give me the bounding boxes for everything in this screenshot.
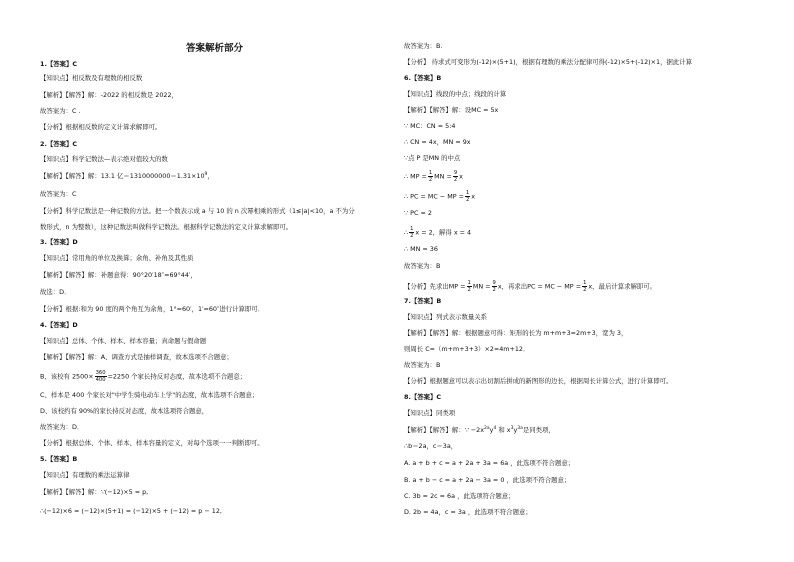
page-title: 答案解析部分 bbox=[186, 43, 244, 54]
solution-3: 【解析】【解答】解：补题意得：90°20′18″=69°44′， bbox=[40, 271, 197, 279]
fraction: $\frac{360}{400}$ bbox=[95, 370, 106, 383]
solution-6h: ∴ $\frac{1}{2}$ x = 2，解得 x = 4 bbox=[404, 226, 472, 239]
answer-7: 7.【答案】B bbox=[404, 297, 442, 305]
answer-4: 4.【答案】D bbox=[40, 321, 78, 329]
final-1: 故答案为：C . bbox=[40, 107, 81, 115]
answer-8: 8.【答案】C bbox=[404, 393, 442, 401]
solution-6b: ∵ MC：CN = 5:4 bbox=[404, 122, 456, 130]
answer-5: 5.【答案】B bbox=[40, 455, 78, 463]
option-b: B. a + b − c = a + 2a − 3a = 0 ，此选项不符合题意； bbox=[404, 476, 571, 484]
knowledge-8: 【知识点】同类项 bbox=[404, 409, 456, 417]
solution-1: 【解析】【解答】解：-2022 的相反数是 2022， bbox=[40, 91, 178, 99]
analysis-5: 【分析】 待求式可变形为(-12)×(5+1)，根据有理数的乘法分配律可得(-12)×5+(-12)×1，据此计算 bbox=[404, 58, 693, 66]
analysis-2a: 【分析】科学记数法是一种记数的方法。把一个数表示成 a 与 10 的 n 次幂相乘的形式（1≤|a|<10，a 不为分 bbox=[40, 207, 355, 215]
option-a: A. a + b + c = a + 2a + 3a = 6a ，此选项不符合题意； bbox=[404, 459, 575, 467]
analysis-2b: 数形式，n 为整数），这种记数法叫做科学记数法。根据科学记数法的定义计算求解即可。 bbox=[40, 223, 293, 231]
solution-5a: 【解析】【解答】解：∵(−12)×5 = p, bbox=[40, 488, 149, 496]
final-6: 故答案为：B bbox=[404, 262, 441, 270]
solution-6a: 【解析】【解答】解：设MC = 5x bbox=[404, 106, 499, 114]
analysis-6: 【分析】先求出MP = $\frac{1}{2}$ MN = $\frac{9}{2}$ x，再求出PC = MC − MP = $\frac{1}{2}$ x，最后计算求解即可。 bbox=[404, 280, 657, 293]
final-5: 故答案为：B. bbox=[404, 42, 443, 50]
solution-4b: B、该校有 2500× $\frac{360}{400}$ =2250 个家长持反对态度，故本选项不合题意； bbox=[40, 370, 247, 383]
analysis-3: 【分析】根据:和为 90 度的两个角互为余角，1°=60′，1′=60″进行计算即可． bbox=[40, 305, 265, 313]
knowledge-7: 【知识点】列式表示数量关系 bbox=[404, 313, 488, 321]
knowledge-5: 【知识点】有理数的乘法运算律 bbox=[40, 471, 130, 479]
solution-4d: D、该校约有 90%的家长持反对态度，故本选项符合题意， bbox=[40, 407, 209, 415]
solution-5b: ∴(−12)×6 = (−12)×(5+1) = (−12)×5 + (−12) = p − 12, bbox=[40, 507, 222, 515]
final-3: 故选：D． bbox=[40, 288, 71, 296]
solution-6d: ∵点 P 是MN 的中点 bbox=[404, 154, 461, 162]
solution-6f: ∴ PC = MC − MP = $\frac{1}{2}$ x bbox=[404, 190, 476, 203]
final-2: 故答案为：C bbox=[40, 190, 77, 198]
answer-1: 1.【答案】C bbox=[40, 60, 78, 68]
solution-2: 【解析】【解答】解：13.1 亿$=1310000000=1.31\times 10^9$， bbox=[40, 172, 214, 180]
analysis-4: 【分析】根据总体、个体、样本、样本容量的定义，对每个选项一一判断即可。 bbox=[40, 439, 264, 447]
solution-6i: ∴ MN = 36 bbox=[404, 245, 438, 253]
answer-3: 3.【答案】D bbox=[40, 238, 78, 246]
knowledge-2: 【知识点】科学记数法—表示绝对值较大的数 bbox=[40, 155, 168, 163]
solution-6c: ∴ CN = 4x，MN = 9x bbox=[404, 138, 471, 146]
solution-6e: ∴ MP = $\frac{1}{2}$ MN = $\frac{9}{2}$ x bbox=[404, 170, 463, 183]
analysis-1: 【分析】根据相反数的定义计算求解即可。 bbox=[40, 123, 162, 131]
solution-7b: 则周长 C=（m+m+3+3）×2=4m+12． bbox=[404, 345, 530, 353]
answer-6: 6.【答案】B bbox=[404, 74, 442, 82]
knowledge-4: 【知识点】总体、个体、样本、样本容量；真命题与假命题 bbox=[40, 337, 207, 345]
solution-6g: ∵ PC = 2 bbox=[404, 209, 432, 217]
analysis-7: 【分析】根据题意可以表示出切割后拼成的新图形的边长，根据周长计算公式，进行计算即可。 bbox=[404, 377, 673, 385]
knowledge-3: 【知识点】常用角的单位及换算；余角、补角及其性质 bbox=[40, 254, 194, 262]
solution-7a: 【解析】【解答】解：根据题意可得：矩形的长为 m+m+3=2m+3，宽为 3， bbox=[404, 329, 628, 337]
final-7: 故答案为：B bbox=[404, 361, 441, 369]
final-4: 故答案为：D． bbox=[40, 423, 84, 431]
knowledge-6: 【知识点】线段的中点；线段的计算 bbox=[404, 90, 507, 98]
solution-8b: ∴b＝2a，c＝3a， bbox=[404, 442, 458, 450]
solution-4a: 【解析】【解答】解：A、调查方式是抽样调查，故本选项不合题意； bbox=[40, 353, 233, 361]
option-d: D. 2b = 4a，c = 3a ，此选项不符合题意； bbox=[404, 508, 532, 516]
solution-8a: 【解析】【解答】解：∵ $-2x^{2a}y^4$ 和 $x^3y^{3a}$是同类项， bbox=[404, 426, 555, 434]
option-c: C. 3b = 2c = 6a ，此选项符合题意； bbox=[404, 492, 515, 500]
knowledge-1: 【知识点】相反数及有理数的相反数 bbox=[40, 74, 143, 82]
answer-2: 2.【答案】C bbox=[40, 140, 78, 148]
solution-4c: C、样本是 400 个家长对"中学生骑电动车上学"的态度，故本选项不合题意； bbox=[40, 391, 259, 399]
